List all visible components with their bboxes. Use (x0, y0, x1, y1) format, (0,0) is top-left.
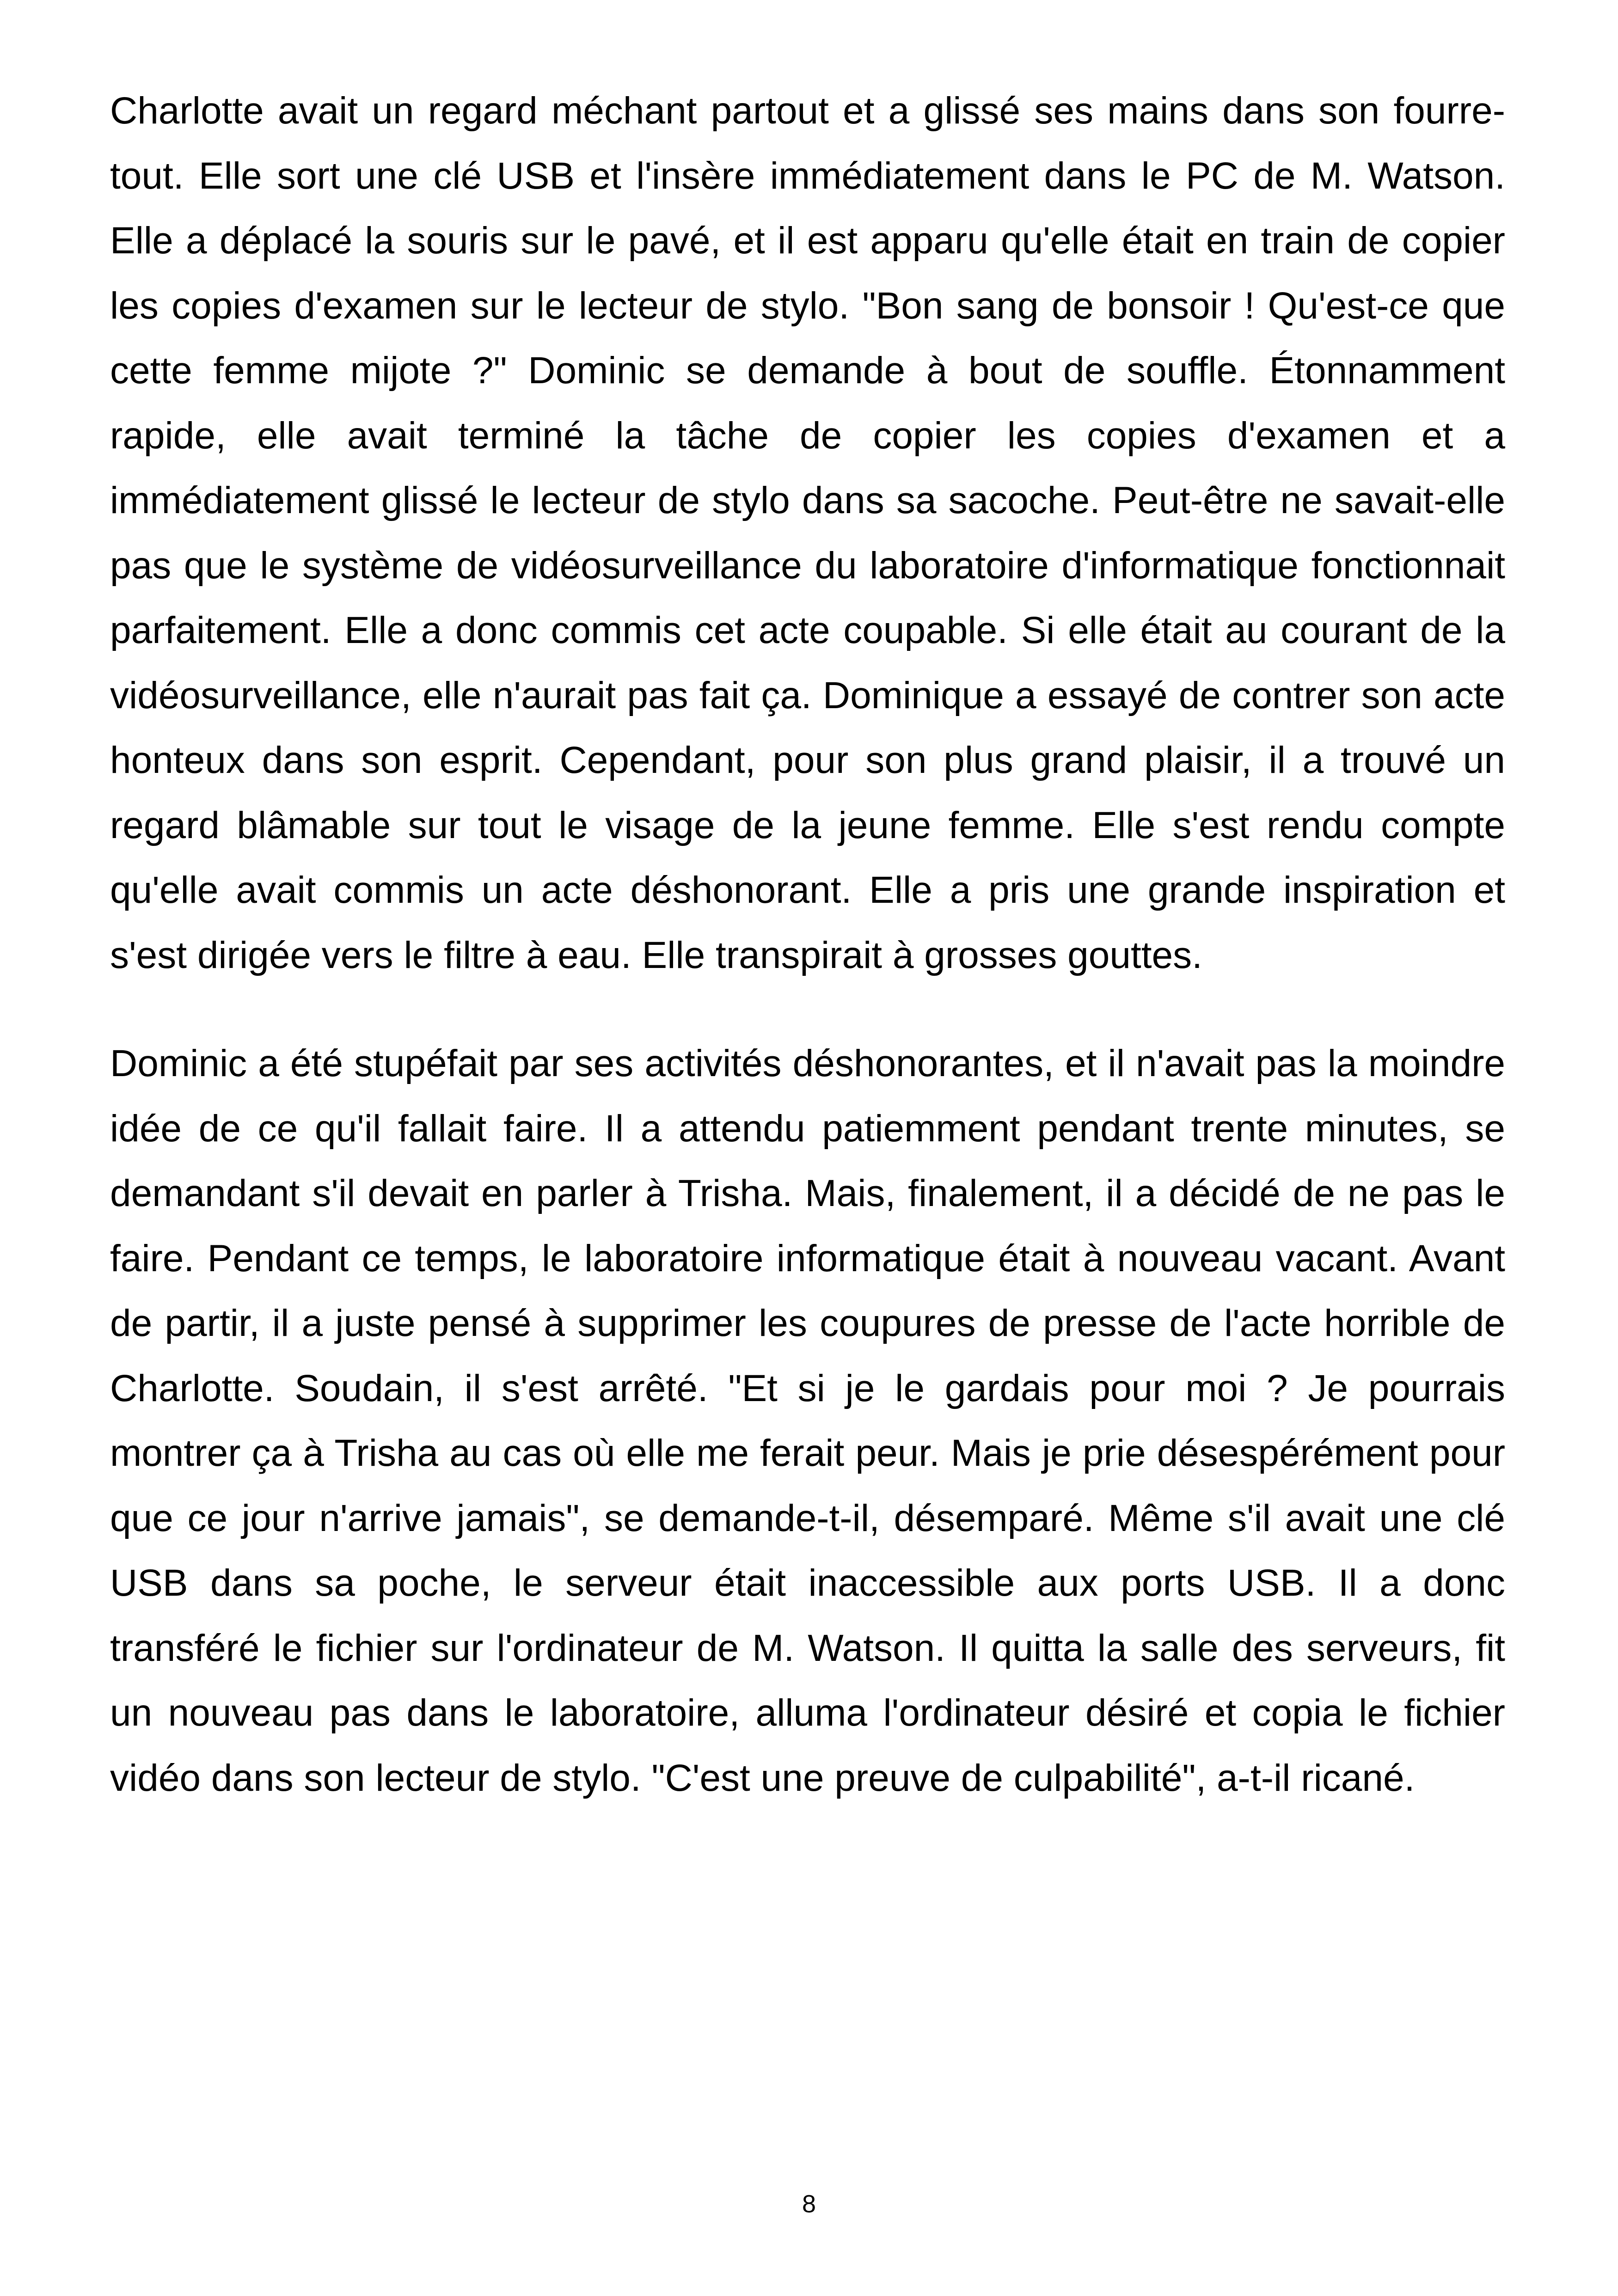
body-text (110, 79, 1505, 1811)
paragraph-1: Charlotte avait un regard méchant partout et a glissé ses mains dans son fourre-tout. Elle sort une clé USB et l'insère immédiatement dans le PC de M. Watson. Elle a déplacé la souris sur le pavé, et il est apparu qu'elle était en train de copier les copies d'examen sur le lecteur de stylo. "Bon sang de bonsoir ! Qu'est-ce que cette femme mijote ?" Dominic se demande à bout de souffle. Étonnamment rapide, elle avait terminé la tâche de copier les copies d'examen et a immédiatement glissé le lecteur de stylo dans sa sacoche. Peut-être ne savait-elle pas que le système de vidéosurveillance du laboratoire d'informatique fonctionnait parfaitement. Elle a donc commis cet acte coupable. Si elle était au courant de la vidéosurveillance, elle n'aurait pas fait ça. Dominique a essayé de contrer son acte honteux dans son esprit. Cependant, pour son plus grand plaisir, il a trouvé un regard blâmable sur tout le visage de la jeune femme. Elle s'est rendu compte qu'elle avait commis un acte déshonorant. Elle a pris une grande inspiration et s'est dirigée vers le filtre à eau. Elle transpirait à grosses gouttes. (110, 90, 1505, 976)
page-number: 8 (802, 2190, 816, 2218)
paragraph-2: Dominic a été stupéfait par ses activités déshonorantes, et il n'avait pas la moindre idée de ce qu'il fallait faire. Il a attendu patiemment pendant trente minutes, se demandant s'il devait en parler à Trisha. Mais, finalement, il a décidé de ne pas le faire. Pendant ce temps, le laboratoire informatique était à nouveau vacant. Avant de partir, il a juste pensé à supprimer les coupures de presse de l'acte horrible de Charlotte. Soudain, il s'est arrêté. "Et si je le gardais pour moi ? Je pourrais montrer ça à Trisha au cas où elle me ferait peur. Mais je prie désespérément pour que ce jour n'arrive jamais", se demande-t-il, désemparé. Même s'il avait une clé USB dans sa poche, le serveur était inaccessible aux ports USB. Il a donc transféré le fichier sur l'ordinateur de M. Watson. Il quitta la salle des serveurs, fit un nouveau pas dans le laboratoire, alluma l'ordinateur désiré et copia le fichier vidéo dans son lecteur de stylo. "C'est une preuve de culpabilité", a-t-il ricané. (110, 1042, 1505, 1799)
